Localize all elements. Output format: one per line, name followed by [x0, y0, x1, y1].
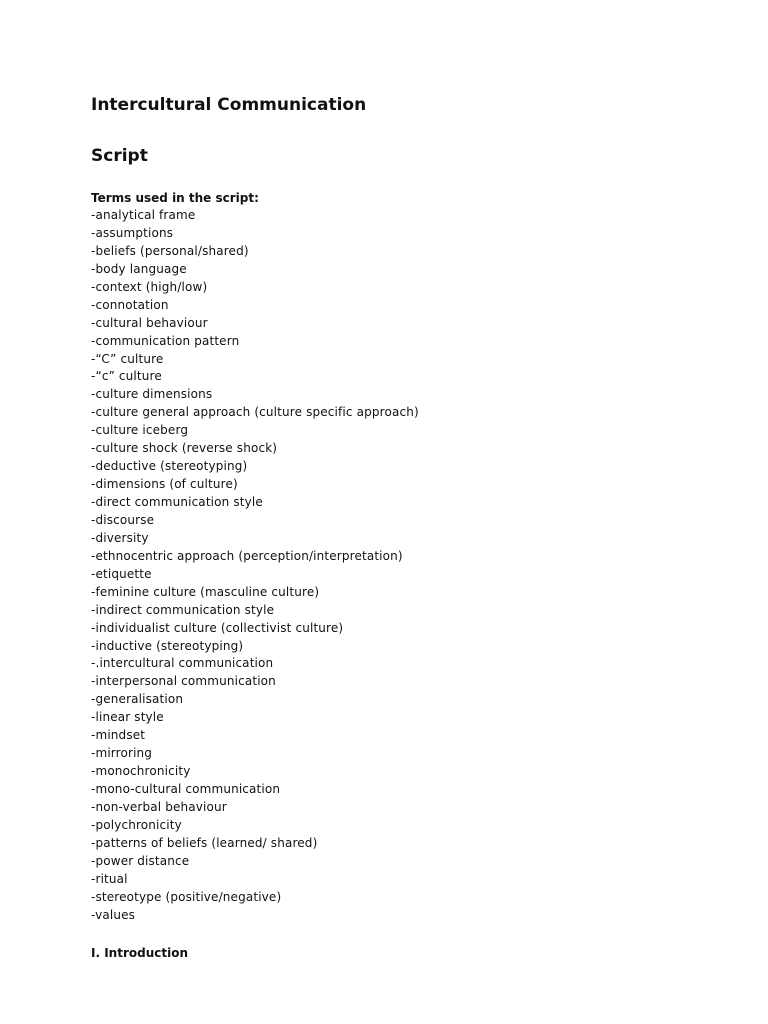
term-item: -culture shock (reverse shock) [91, 441, 278, 456]
term-item: -mirroring [91, 746, 153, 761]
term-item: -“C” culture [91, 351, 164, 366]
term-item: -dimensions (of culture) [91, 477, 238, 492]
term-item: -non-verbal behaviour [91, 799, 227, 814]
term-item: -culture iceberg [91, 423, 189, 438]
term-item: -stereotype (positive/negative) [91, 889, 282, 904]
term-item: -.intercultural communication [91, 656, 274, 671]
term-item: -connotation [91, 297, 169, 312]
term-item: -context (high/low) [91, 279, 208, 294]
term-item: -culture general approach (culture specific approach) [91, 405, 419, 420]
term-item: -direct communication style [91, 495, 263, 509]
term-item: -feminine culture (masculine culture) [91, 584, 320, 599]
term-item: -beliefs (personal/shared) [91, 243, 249, 258]
document-subtitle: Script [91, 146, 148, 166]
term-item: -body language [91, 261, 187, 276]
term-item: -patterns of beliefs (learned/ shared) [91, 835, 318, 850]
document-title: Intercultural Communication [91, 95, 367, 115]
term-item: -cultural behaviour [91, 315, 208, 330]
term-item: -linear style [91, 710, 164, 725]
term-item: -generalisation [91, 692, 184, 707]
term-item: -communication pattern [91, 333, 240, 348]
term-item: -indirect communication style [91, 602, 275, 617]
term-item: -etiquette [91, 566, 152, 581]
term-item: -polychronicity [91, 817, 182, 832]
term-item: -“c” culture [91, 369, 162, 384]
term-item: -individualist culture (collectivist culture) [91, 620, 344, 635]
term-item: -ritual [91, 871, 128, 886]
term-item: -diversity [91, 530, 149, 545]
document-page [91, 0, 731, 1024]
term-item: -analytical frame [91, 208, 196, 222]
term-item: -monochronicity [91, 764, 191, 779]
term-item: -assumptions [91, 225, 174, 240]
term-item: -ethnocentric approach (perception/interpretation) [91, 548, 403, 563]
term-item: -mindset [91, 728, 146, 743]
section-heading: I. Introduction [91, 946, 188, 960]
term-item: -mono-cultural communication [91, 782, 281, 796]
term-item: -interpersonal communication [91, 674, 276, 689]
term-item: -inductive (stereotyping) [91, 638, 244, 653]
term-item: -deductive (stereotyping) [91, 459, 248, 474]
term-item: -culture dimensions [91, 387, 213, 402]
term-item: -values [91, 907, 136, 922]
terms-list [91, 207, 419, 925]
term-item: -power distance [91, 853, 190, 868]
terms-heading: Terms used in the script: [91, 191, 259, 205]
term-item: -discourse [91, 512, 155, 527]
